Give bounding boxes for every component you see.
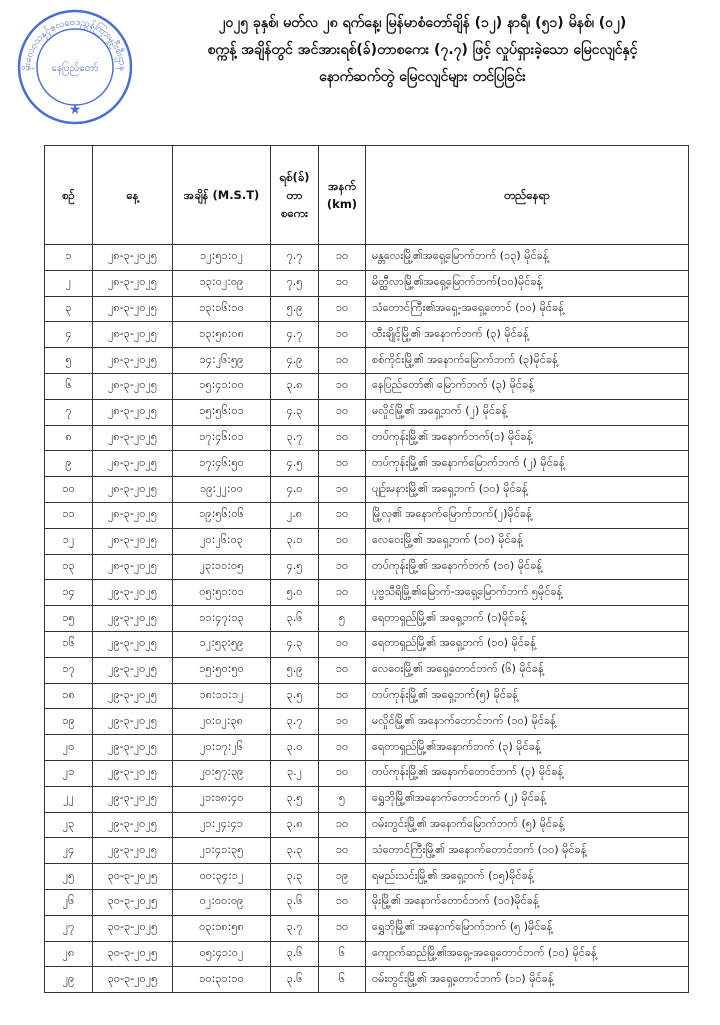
table-row — [45, 502, 689, 528]
table-row — [45, 425, 689, 451]
cell-magnitude: ၄.၉ — [271, 348, 319, 374]
cell-location: မြို့လှ၏ အနောက်မြောက်ဘက်(၂)မိုင်ခန့် — [366, 502, 689, 528]
title-line: နောက်ဆက်တွဲ မြေငလျင်များ တင်ပြခြင်း — [319, 69, 526, 85]
cell-magnitude: ၃.၅ — [271, 786, 319, 812]
cell-depth: ၆ — [319, 967, 366, 993]
cell-date: ၂၉-၃-၂၀၂၅ — [93, 838, 173, 864]
cell-magnitude: ၇.၇ — [271, 245, 319, 271]
cell-location: တပ်ကုန်းမြို့၏ အနောက်မြောက်ဘက် (၂) မိုင်ခန့် — [366, 451, 689, 477]
table-row — [45, 967, 689, 993]
cell-depth: ၁၀ — [319, 425, 366, 451]
cell-date: ၃၀-၃-၂၀၂၅ — [93, 889, 173, 915]
cell-magnitude: ၄.၇ — [271, 322, 319, 348]
cell-date: ၂၉-၃-၂၀၂၅ — [93, 786, 173, 812]
cell-location: ပျဉ်းမနားမြို့၏ အရှေ့ဘက် (၁၀) မိုင်ခန့် — [366, 477, 689, 503]
cell-location: တပ်ကုန်းမြို့၏ အနောက်ဘက် (၁၀) မိုင်ခန့် — [366, 554, 689, 580]
cell-location: ရေတာရှည်မြို့၏အနောက်ဘက် (၃) မိုင်ခန့် — [366, 735, 689, 761]
cell-location: စစ်ကိုင်းမြို့၏ အနောက်မြောက်ဘက် (၃)မိုင်ခန့် — [366, 348, 689, 374]
cell-magnitude: ၇.၅ — [271, 270, 319, 296]
header-time: အချိန် (M.S.T) — [173, 146, 271, 245]
cell-no: ၂၃ — [45, 812, 93, 838]
cell-magnitude: ၅.၉ — [271, 296, 319, 322]
cell-no: ၁၇ — [45, 657, 93, 683]
cell-date: ၂၉-၃-၂၀၂၅ — [93, 735, 173, 761]
cell-location: ကျောက်ဆည်မြို့၏အရှေ့-အရှေ့တောင်ဘက် (၁၀) မိုင်ခန့် — [366, 941, 689, 967]
cell-time: ၁၁:၄၇:၁၃ — [173, 606, 271, 632]
cell-date: ၂၉-၃-၂၀၂၅ — [93, 812, 173, 838]
cell-no: ၂၉ — [45, 967, 93, 993]
cell-magnitude: ၃.၇ — [271, 425, 319, 451]
cell-date: ၂၈-၃-၂၀၂၅ — [93, 373, 173, 399]
cell-time: ၁၅:၄၁:၀၀ — [173, 373, 271, 399]
cell-time: ၂၃:၁၁:၀၅ — [173, 554, 271, 580]
cell-no: ၇ — [45, 399, 93, 425]
cell-depth: ၁၀ — [319, 683, 366, 709]
cell-no: ၂၆ — [45, 889, 93, 915]
cell-magnitude: ၃.၈ — [271, 373, 319, 399]
cell-no: ၁၂ — [45, 528, 93, 554]
cell-no: ၁ — [45, 245, 93, 271]
cell-no: ၁၈ — [45, 683, 93, 709]
cell-depth: ၁၀ — [319, 889, 366, 915]
cell-magnitude: ၃.၆ — [271, 941, 319, 967]
cell-magnitude: ၃.၆ — [271, 967, 319, 993]
table-row — [45, 786, 689, 812]
cell-magnitude: ၄.၃ — [271, 399, 319, 425]
cell-date: ၃၀-၃-၂၀၂၅ — [93, 941, 173, 967]
cell-no: ၁၁ — [45, 502, 93, 528]
header-magnitude-line: တာ — [286, 188, 303, 202]
table-row — [45, 528, 689, 554]
header-magnitude-line: စကေး — [281, 206, 308, 220]
cell-location: ဝမ်းတွင်းမြို့၏ အနောက်မြောက်ဘက် (၅) မိုင်ခန့် — [366, 812, 689, 838]
cell-date: ၂၈-၃-၂၀၂၅ — [93, 270, 173, 296]
cell-time: ၁၂:၅၁:၀၂ — [173, 245, 271, 271]
cell-magnitude: ၃.၆ — [271, 889, 319, 915]
cell-depth: ၁၀ — [319, 554, 366, 580]
cell-no: ၂၇ — [45, 915, 93, 941]
cell-depth: ၁၀ — [319, 477, 366, 503]
table-row — [45, 760, 689, 786]
cell-depth: ၁၀ — [319, 373, 366, 399]
seal-center-text: နေပြည်တော် — [51, 63, 99, 74]
cell-magnitude: ၄.၃ — [271, 631, 319, 657]
cell-no: ၁၅ — [45, 606, 93, 632]
cell-time: ၀၃:၁၈:၅၈ — [173, 915, 271, 941]
cell-magnitude: ၃.၅ — [271, 683, 319, 709]
cell-depth: ၁၀ — [319, 631, 366, 657]
cell-time: ၁၂:၅၃:၅၉ — [173, 631, 271, 657]
table-row — [45, 348, 689, 374]
cell-magnitude: ၄.၀ — [271, 477, 319, 503]
table-row — [45, 580, 689, 606]
cell-no: ၁၃ — [45, 554, 93, 580]
cell-depth: ၁၀ — [319, 580, 366, 606]
cell-date: ၂၈-၃-၂၀၂၅ — [93, 245, 173, 271]
cell-magnitude: ၃.၁ — [271, 528, 319, 554]
table-row — [45, 322, 689, 348]
cell-time: ၁၅:၅၆:၀၁ — [173, 399, 271, 425]
table-row — [45, 245, 689, 271]
cell-magnitude: ၃.၈ — [271, 812, 319, 838]
cell-depth: ၁၀ — [319, 760, 366, 786]
earthquake-table — [44, 145, 689, 993]
cell-no: ၂၅ — [45, 864, 93, 890]
header-depth-line: အနက် — [328, 179, 356, 193]
cell-date: ၃၀-၃-၂၀၂၅ — [93, 864, 173, 890]
cell-depth: ၅ — [319, 606, 366, 632]
cell-magnitude: ၂.၈ — [271, 502, 319, 528]
cell-location: ရေတာရှည်မြို့၏ အရှေ့ဘက် (၁)မိုင်ခန့် — [366, 606, 689, 632]
cell-time: ၀၅:၅၁:၀၁ — [173, 580, 271, 606]
table-row — [45, 838, 689, 864]
cell-time: ၁၀:၃၁:၁၀ — [173, 967, 271, 993]
cell-location: မိုးမြို့၏ အနောက်တောင်ဘက် (၁၀)မိုင်ခန့် — [366, 889, 689, 915]
cell-date: ၂၉-၃-၂၀၂၅ — [93, 580, 173, 606]
table-row — [45, 631, 689, 657]
cell-date: ၂၈-၃-၂၀၂၅ — [93, 425, 173, 451]
cell-no: ၁၆ — [45, 631, 93, 657]
table-row — [45, 864, 689, 890]
table-row — [45, 373, 689, 399]
cell-date: ၂၈-၃-၂၀၂၅ — [93, 477, 173, 503]
cell-time: ၂၀:၅၇:၃၉ — [173, 760, 271, 786]
cell-time: ၁၇:၄၆:၀၁ — [173, 425, 271, 451]
cell-no: ၅ — [45, 348, 93, 374]
cell-date: ၂၈-၃-၂၀၂၅ — [93, 322, 173, 348]
cell-depth: ၆ — [319, 941, 366, 967]
cell-depth: ၅ — [319, 786, 366, 812]
cell-time: ၂၀:၂၆:၀၃ — [173, 528, 271, 554]
table-row — [45, 296, 689, 322]
cell-magnitude: ၄.၅ — [271, 554, 319, 580]
cell-no: ၉ — [45, 451, 93, 477]
cell-time: ၂၀:၁၇:၂၆ — [173, 735, 271, 761]
table-row — [45, 477, 689, 503]
cell-no: ၂၀ — [45, 735, 93, 761]
cell-time: ၁၈:၁၁:၁၂ — [173, 683, 271, 709]
cell-date: ၂၉-၃-၂၀၂၅ — [93, 683, 173, 709]
seal-ring-text: မိုးလေဝသနှင့်ဇလဗေဒညွှန်ကြားမှုဦးစီးဌာန — [21, 16, 129, 72]
table-body — [45, 245, 689, 993]
cell-location: ရေတာရှည်မြို့၏ အရှေ့ဘက် (၁၀) မိုင်ခန့် — [366, 631, 689, 657]
cell-time: ၁၅:၅၀:၅၀ — [173, 657, 271, 683]
cell-depth: ၁၀ — [319, 245, 366, 271]
table-row — [45, 812, 689, 838]
cell-no: ၆ — [45, 373, 93, 399]
header-depth — [319, 146, 366, 245]
cell-depth: ၁၀ — [319, 709, 366, 735]
cell-depth: ၁၀ — [319, 296, 366, 322]
cell-no: ၂၂ — [45, 786, 93, 812]
table-row — [45, 735, 689, 761]
cell-time: ၁၄:၂၆:၅၉ — [173, 348, 271, 374]
table-row — [45, 270, 689, 296]
cell-depth: ၁၀ — [319, 348, 366, 374]
cell-depth: ၁၀ — [319, 915, 366, 941]
cell-magnitude: ၃.၇ — [271, 915, 319, 941]
cell-time: ၁၃:၅၈:၀၈ — [173, 322, 271, 348]
cell-depth: ၁၉ — [319, 864, 366, 890]
cell-depth: ၁၀ — [319, 838, 366, 864]
cell-location: တပ်ကုန်းမြို့၏ အနောက်တောင်ဘက် (၃) မိုင်ခန့် — [366, 760, 689, 786]
cell-date: ၂၉-၃-၂၀၂၅ — [93, 709, 173, 735]
cell-no: ၂၄ — [45, 838, 93, 864]
cell-location: မိတ္ထီလာမြို့၏အရှေ့မြောက်ဘက်(၁၀)မိုင်ခန့် — [366, 270, 689, 296]
cell-location: သံတောင်ကြီး၏အရှေ့-အရှေ့တောင် (၁၀) မိုင်ခန့် — [366, 296, 689, 322]
cell-no: ၈ — [45, 425, 93, 451]
table-row — [45, 657, 689, 683]
cell-time: ၂၁:၂၄:၄၁ — [173, 812, 271, 838]
cell-depth: ၁၀ — [319, 270, 366, 296]
cell-time: ၀၀:၃၄:၁၂ — [173, 864, 271, 890]
cell-date: ၂၈-၃-၂၀၂၅ — [93, 451, 173, 477]
cell-magnitude: ၃.၀ — [271, 735, 319, 761]
cell-depth: ၁၀ — [319, 657, 366, 683]
cell-no: ၁၉ — [45, 709, 93, 735]
cell-date: ၂၉-၃-၂၀၂၅ — [93, 760, 173, 786]
cell-location: လေဝေးမြို့၏ အရှေ့ဘက် (၁၀) မိုင်ခန့် — [366, 528, 689, 554]
cell-location: တပ်ကုန်းမြို့၏ အရှေ့ဘက်(၅) မိုင်ခန့် — [366, 683, 689, 709]
cell-magnitude: ၄.၅ — [271, 451, 319, 477]
cell-date: ၂၉-၃-၂၀၂၅ — [93, 606, 173, 632]
table-row — [45, 941, 689, 967]
table-row — [45, 709, 689, 735]
cell-location: နေပြည်တော်၏ မြောက်ဘက် (၃) မိုင်ခန့် — [366, 373, 689, 399]
department-seal — [16, 8, 134, 126]
cell-location: လေဝေးမြို့၏ အရှေ့တောင်ဘက် (၆) မိုင်ခန့် — [366, 657, 689, 683]
cell-magnitude: ၃.၃ — [271, 838, 319, 864]
cell-depth: ၁၀ — [319, 528, 366, 554]
cell-date: ၂၈-၃-၂၀၂၅ — [93, 502, 173, 528]
cell-location: ပုဗ္ဗသီရိမြို့၏မြောက်-အရှေ့မြောက်ဘက် ၅မိုင်ခန့် — [366, 580, 689, 606]
cell-no: ၂၁ — [45, 760, 93, 786]
cell-date: ၂၉-၃-၂၀၂၅ — [93, 631, 173, 657]
cell-location: ရွှေဘိုမြို့၏ အနောက်မြောက်ဘက် (၅ )မိုင်ခန့် — [366, 915, 689, 941]
cell-magnitude: ၃.၆ — [271, 606, 319, 632]
cell-magnitude: ၃.၇ — [271, 709, 319, 735]
cell-location: မလှိုင်မြို့၏ အရှေ့ဘက် (၂) မိုင်ခန့် — [366, 399, 689, 425]
cell-time: ၂၀:၀၂:၃၈ — [173, 709, 271, 735]
cell-date: ၂၉-၃-၂၀၂၅ — [93, 657, 173, 683]
header-location: တည်နေရာ — [366, 146, 689, 245]
cell-magnitude: ၅.၀ — [271, 580, 319, 606]
cell-depth: ၁၀ — [319, 812, 366, 838]
cell-location: မန္တလေးမြို့၏အရှေ့မြောက်ဘက် (၁၃) မိုင်ခန့် — [366, 245, 689, 271]
cell-time: ၀၅:၄၁:၀၂ — [173, 941, 271, 967]
header-magnitude — [271, 146, 319, 245]
table-row — [45, 606, 689, 632]
seal-star-icon: ★ — [68, 102, 82, 118]
cell-no: ၁၄ — [45, 580, 93, 606]
header-no: စဉ် — [45, 146, 93, 245]
cell-location: ဝမ်းတွင်းမြို့၏ အရှေ့တောင်ဘက် (၁၁) မိုင်ခန့် — [366, 967, 689, 993]
cell-location: ရွှေဘိုမြို့၏အနောက်တောင်ဘက် (၂) မိုင်ခန့် — [366, 786, 689, 812]
cell-location: မလှိုင်မြို့၏ အနောက်တောင်ဘက် (၁၀) မိုင်ခန့် — [366, 709, 689, 735]
cell-magnitude: ၃.၂ — [271, 760, 319, 786]
table-row — [45, 889, 689, 915]
cell-no: ၂ — [45, 270, 93, 296]
cell-date: ၂၈-၃-၂၀၂၅ — [93, 296, 173, 322]
cell-location: သံတောင်ကြီးမြို့၏ အနောက်တောင်ဘက် (၁၀) မိုင်ခန့် — [366, 838, 689, 864]
table-row — [45, 554, 689, 580]
cell-magnitude: ၅.၉ — [271, 657, 319, 683]
document-title — [140, 10, 705, 91]
cell-no: ၁၀ — [45, 477, 93, 503]
header-date: နေ့ — [93, 146, 173, 245]
cell-date: ၃၀-၃-၂၀၂၅ — [93, 915, 173, 941]
table-row — [45, 399, 689, 425]
cell-time: ၁၉:၅၆:၀၆ — [173, 502, 271, 528]
header-magnitude-line: ရစ်(ခ်) — [279, 170, 310, 184]
title-line: စက္ကန့် အချိန်တွင် အင်အားရစ်(ခ်)တာစကေး (၇.၇) ဖြင့် လှုပ်ရှားခဲ့သော မြေငလျင်နှင့် — [207, 42, 638, 58]
cell-depth: ၁၀ — [319, 322, 366, 348]
cell-depth: ၁၀ — [319, 735, 366, 761]
cell-time: ၁၃:၀၂:၀၉ — [173, 270, 271, 296]
cell-date: ၂၈-၃-၂၀၂၅ — [93, 348, 173, 374]
cell-time: ၂၁:၄၁:၃၅ — [173, 838, 271, 864]
cell-time: ၁၉:၂၂:၀၀ — [173, 477, 271, 503]
table-header-row — [45, 146, 689, 245]
header-depth-line: (km) — [326, 197, 358, 211]
cell-time: ၁၃:၁၆:၁၀ — [173, 296, 271, 322]
cell-depth: ၁၀ — [319, 451, 366, 477]
title-line: ၂၀၂၅ ခုနှစ်၊ မတ်လ ၂၈ ရက်နေ့၊ မြန်မာစံတော်ချိန် (၁၂) နာရီ၊ (၅၁) မိနစ်၊ (၀၂) — [218, 15, 627, 31]
cell-location: ရမည်းသင်းမြို့၏ အရှေ့ဘက် (၁၅)မိုင်ခန့် — [366, 864, 689, 890]
cell-location: ထီးချိုင့်မြို့၏ အနောက်ဘက် (၃) မိုင်ခန့် — [366, 322, 689, 348]
cell-date: ၂၈-၃-၂၀၂၅ — [93, 399, 173, 425]
table-row — [45, 683, 689, 709]
cell-magnitude: ၃.၃ — [271, 864, 319, 890]
cell-depth: ၁၀ — [319, 399, 366, 425]
cell-location: တပ်ကုန်းမြို့၏ အနောက်ဘက်(၁) မိုင်ခန့် — [366, 425, 689, 451]
cell-no: ၃ — [45, 296, 93, 322]
cell-no: ၄ — [45, 322, 93, 348]
cell-no: ၂၈ — [45, 941, 93, 967]
cell-date: ၂၈-၃-၂၀၂၅ — [93, 528, 173, 554]
cell-depth: ၁၀ — [319, 502, 366, 528]
table-row — [45, 451, 689, 477]
cell-date: ၃၀-၃-၂၀၂၅ — [93, 967, 173, 993]
cell-date: ၂၈-၃-၂၀၂၅ — [93, 554, 173, 580]
cell-time: ၀၂:၀၀:၀၉ — [173, 889, 271, 915]
table-row — [45, 915, 689, 941]
cell-time: ၂၁:၁၈:၄၀ — [173, 786, 271, 812]
cell-time: ၁၇:၄၆:၅၀ — [173, 451, 271, 477]
